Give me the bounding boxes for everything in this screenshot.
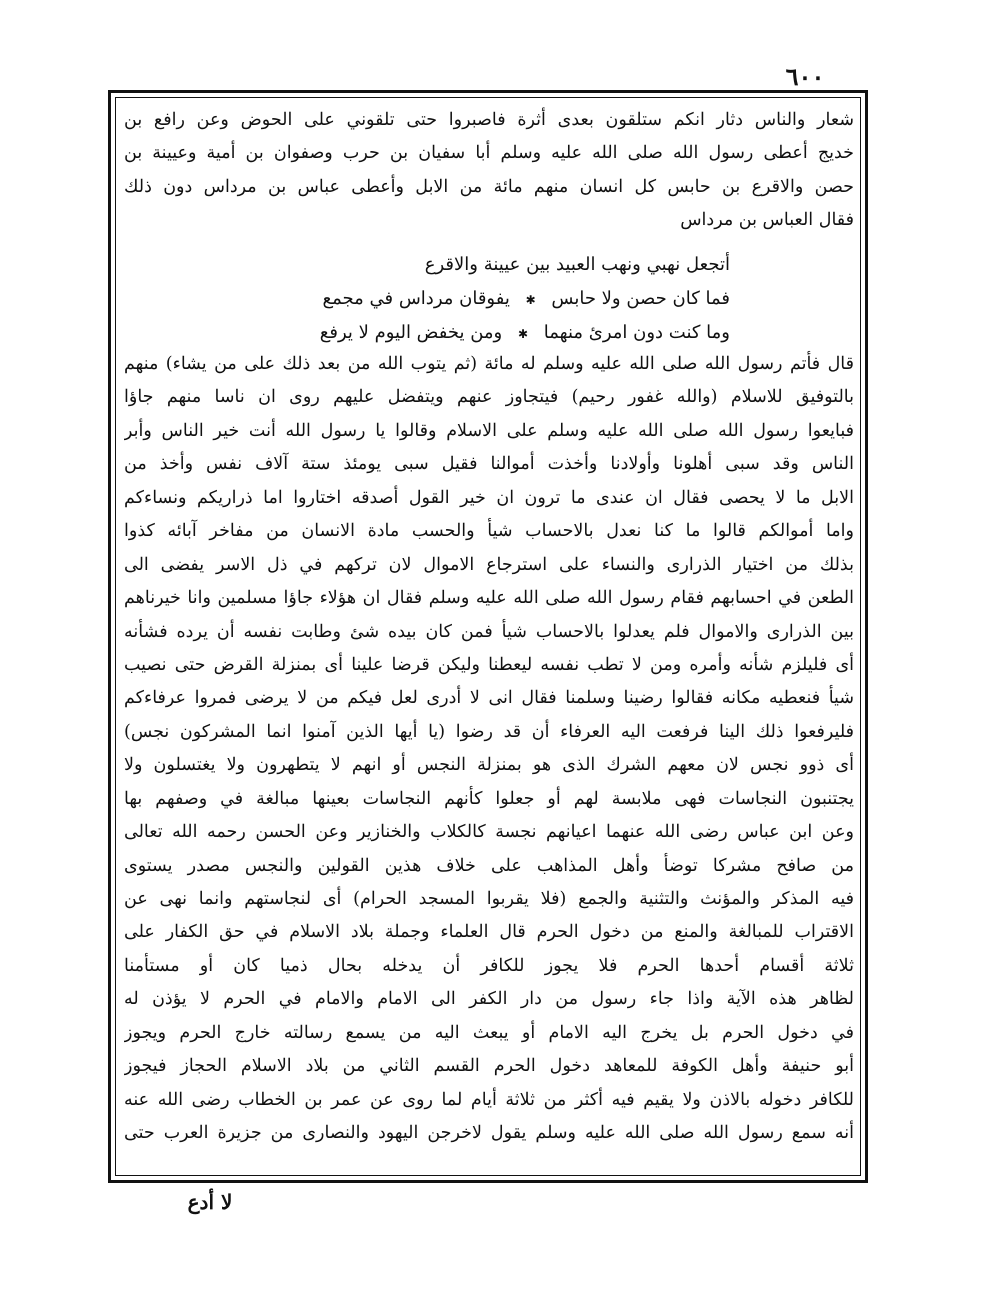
text-line: فبايعوا رسول الله صلى الله عليه وسلم على الاسلام وقالوا يا رسول الله أنت خير الناس وأبر bbox=[124, 420, 854, 441]
text-line: من صافح مشركا توضأ وأهل المذاهب على خلاف هذين القولين والنجس مصدر يستوى bbox=[124, 855, 854, 876]
verse-hemistich-second: يفوقان مرداس في مجمع bbox=[322, 288, 510, 309]
text-line: بين الذرارى والاموال فلم يعدلوا بالاحساب شيأ فمن كان بيده شئ وطابت نفسه أن يرده فشأنه bbox=[124, 621, 854, 642]
verse-hemistich-first: وما كنت دون امرئ منهما bbox=[543, 322, 730, 343]
text-line: للكافر دخوله بالاذن ولا يقيم فيه أكثر من ثلاثة أيام لما روى عن عمر بن الخطاب رضى الله عنه bbox=[124, 1089, 854, 1110]
verse-line bbox=[260, 316, 730, 350]
text-line: حصن والاقرع بن حابس كل انسان منهم مائة من الابل وأعطى عباس بن مرداس دون ذلك bbox=[124, 176, 854, 197]
text-block-bottom bbox=[124, 348, 854, 1151]
text-line: شيأ فنعطيه مكانه فقالوا رضينا وسلمنا فقال انى لا أدرى لعل فيكم من لا يرضى فمروا عرفاءكم bbox=[124, 688, 854, 709]
text-line: في دخول الحرم بل يخرج اليه الامام أو يبعث اليه من يسمع رسالته خارج الحرم ويجوز bbox=[124, 1022, 854, 1043]
text-line: أبو حنيفة وأهل الكوفة للمعاهد دخول الحرم القسم الثاني من بلاد الاسلام الحجاز فيجوز bbox=[124, 1056, 854, 1077]
text-line: خديج أعطى رسول الله صلى الله عليه وسلم أبا سفيان بن حرب وصفوان بن أمية وعيينة بن bbox=[124, 143, 854, 164]
text-line: بالتوفيق للاسلام (والله غفور رحيم) فيتجاوز عنهم ويتفضل عليهم روى ان ناسا منهم جاؤا bbox=[124, 387, 854, 408]
verse-separator-star: ✱ bbox=[525, 293, 536, 307]
text-line: قال فأتم رسول الله صلى الله عليه وسلم له مائة (ثم يتوب الله من بعد ذلك على من يشاء) منهم bbox=[124, 354, 854, 374]
text-line: أى فليلزم شأنه وأمره ومن لا تطب نفسه ليعطنا وليكن قرضا علينا أى بمنزلة القرض حتى نصيب bbox=[124, 654, 854, 675]
text-line: أى ذوو نجس لان معهم الشرك الذى هو بمنزلة النجس أو انهم لا يتطهرون ولا يغتسلون ولا bbox=[124, 755, 854, 776]
text-line: لظاهر هذه الآية واذا جاء رسول من دار الكفر الى الامام والامام في الحرم لا يؤذن له bbox=[124, 989, 854, 1010]
verse-hemistich-first: أتجعل نهبي ونهب العبيد بين عيينة والاقرع bbox=[424, 254, 730, 275]
poem-verses bbox=[260, 248, 730, 350]
text-line: الابل ما لا يحصى فقال ان عندى ما ترون ان خير القول أصدقه اختاروا اما ذراريكم ونساءكم bbox=[124, 487, 854, 508]
text-line: فيه المذكر والمؤنث والتثنية والجمع (فلا يقربوا المسجد الحرام) أى لنجاستهم وانما نهى عن bbox=[124, 889, 854, 909]
catchword: لا أدع bbox=[187, 1190, 233, 1214]
text-line: واما أموالكم قالوا ما كنا نعدل بالاحساب شيأ والحسب مادة الانسان من مفاخر آبائه كذوا bbox=[124, 521, 854, 542]
text-line: وعن ابن عباس رضى الله عنهما اعيانهم نجسة كالكلاب والخنازير وعن الحسن رحمه الله تعالى bbox=[124, 822, 854, 843]
verse-line bbox=[260, 282, 730, 316]
verse-separator-star: ✱ bbox=[517, 327, 529, 341]
verse-hemistich-second: ومن يخفض اليوم لا يرفع bbox=[319, 322, 503, 343]
text-line: الطعن في احسابهم فقام رسول الله صلى الله عليه وسلم فقال ان هؤلاء جاؤا مسلمين وانا خيرناهم bbox=[124, 588, 854, 609]
text-line: فقال العباس بن مرداس bbox=[680, 210, 854, 231]
text-line: فليرفعوا ذلك الينا فرفعت اليه العرفاء أن قد رضوا (يا أيها الذين آمنوا انما المشركون نجس) bbox=[124, 721, 854, 742]
page-number: ٦٠٠ bbox=[785, 62, 825, 91]
text-line: يجتنبون النجاسات فهى ملابسة لهم أو جعلوا كأنهم النجاسات بعينها مبالغة في وصفهم بها bbox=[124, 788, 854, 809]
verse-hemistich-first: فما كان حصن ولا حابس bbox=[551, 288, 730, 309]
text-block-top bbox=[124, 104, 854, 238]
text-line: شعار والناس دثار انكم ستلقون بعدى أثرة فاصبروا حتى تلقوني على الحوض وعن رافع بن bbox=[124, 110, 854, 130]
text-line: بذلك من اختيار الذرارى والنساء على استرجاع الاموال لان تركهم في ذل الاسر يفضى الى bbox=[124, 554, 854, 575]
text-line: ثلاثة أقسام أحدها الحرم فلا يجوز للكافر أن يدخله بحال ذميا كان أو مستأمنا bbox=[124, 955, 854, 976]
text-line: الناس وقد سبى أهلونا وأولادنا وأخذت أموالنا فقيل سبى يومئذ ستة آلاف نفس وأخذ من bbox=[124, 454, 854, 475]
text-line: الاقتراب للمبالغة والمنع من دخول الحرم قال العلماء وجملة بلاد الاسلام في حق الكفار على bbox=[124, 922, 854, 943]
text-line: أنه سمع رسول الله صلى الله عليه وسلم يقول لاخرجن اليهود والنصارى من جزيرة العرب حتى bbox=[124, 1123, 854, 1144]
verse-line bbox=[260, 248, 730, 282]
